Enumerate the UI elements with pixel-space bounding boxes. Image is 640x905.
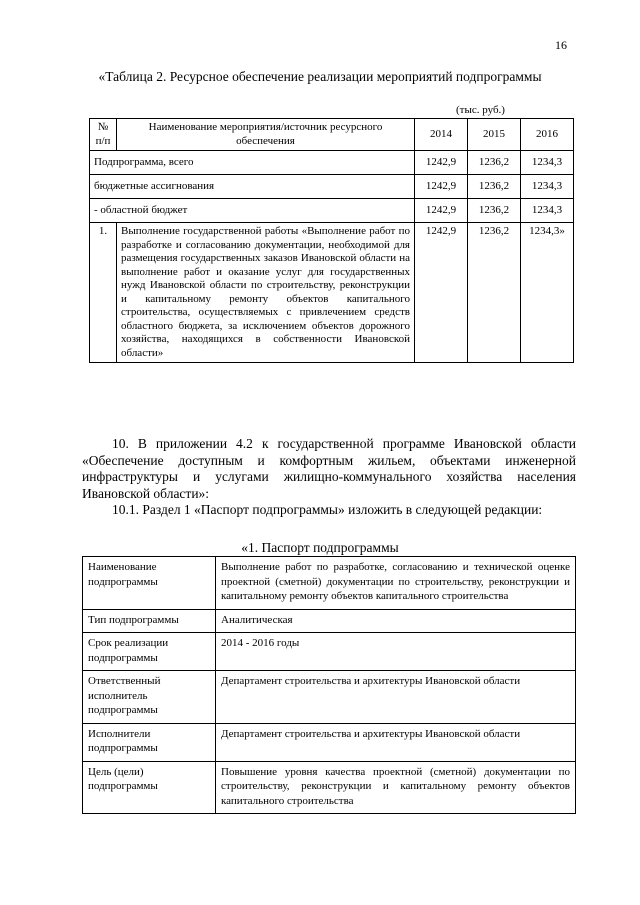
resource-table [89,118,574,363]
table-row [83,671,576,724]
row-2014: 1242,9 [415,151,468,175]
row-2015: 1236,2 [468,175,521,199]
table-row [83,723,576,761]
header-name: Наименование мероприятия/источник ресурсного обеспечения [117,119,415,151]
passport-label: Исполнители подпрограммы [83,723,216,761]
passport-label: Тип подпрограммы [83,609,216,633]
table-row [83,609,576,633]
header-2014: 2014 [415,119,468,151]
row-name: Выполнение государственной работы «Выполнение работ по разработке и согласованию документации, необходимой для размещения государственных заказов Ивановской области на выполнение работ и оказание услуг для государственных нужд Ивановской области по строительству, реконструкции и капитальному ремонту объектов капитального строительства, осуществляемых с привлечением средств областного бюджета, за исключением объектов дорожного хозяйства, находящихся в собственности Ивановской области» [117,223,415,363]
passport-value: Повышение уровня качества проектной (сметной) документации по строительству, реконструкции и капитальному ремонту объектов капитального строительства [216,761,576,814]
table2-title: «Таблица 2. Ресурсное обеспечение реализации мероприятий подпрограммы [98,69,542,84]
passport-value: 2014 - 2016 годы [216,633,576,671]
page-number: 16 [555,38,567,52]
table-row [90,223,574,363]
row-2015: 1236,2 [468,151,521,175]
passport-label: Наименование подпрограммы [83,557,216,610]
row-name: - областной бюджет [90,199,415,223]
passport-label: Цель (цели) подпрограммы [83,761,216,814]
row-num: 1. [90,223,117,363]
row-2014: 1242,9 [415,199,468,223]
header-num: № п/п [90,119,117,151]
row-2016: 1234,3 [521,175,574,199]
header-2016: 2016 [521,119,574,151]
row-name: бюджетные ассигнования [90,175,415,199]
table-row [90,151,574,175]
row-2014: 1242,9 [415,175,468,199]
row-2016: 1234,3» [521,223,574,363]
table2-units: (тыс. руб.) [456,104,505,116]
table-row [83,761,576,814]
row-2014: 1242,9 [415,223,468,363]
paragraph-10-1: 10.1. Раздел 1 «Паспорт подпрограммы» изложить в следующей редакции: [112,502,543,517]
row-name: Подпрограмма, всего [90,151,415,175]
table-row [83,633,576,671]
table-row [90,199,574,223]
passport-table [82,556,576,814]
paragraph-10: 10. В приложении 4.2 к государственной программе Ивановской области «Обеспечение доступным и комфортным жильем, объектами инженерной инфраструктуры и услугами жилищно-коммунального хозяйства населения Ивановской области»: [82,436,576,501]
passport-label: Срок реализации подпрограммы [83,633,216,671]
passport-title: «1. Паспорт подпрограммы [241,540,399,555]
passport-value: Аналитическая [216,609,576,633]
row-2016: 1234,3 [521,151,574,175]
passport-value: Департамент строительства и архитектуры Ивановской области [216,671,576,724]
header-2015: 2015 [468,119,521,151]
table-row [90,175,574,199]
row-2015: 1236,2 [468,223,521,363]
table-header-row [90,119,574,151]
row-2015: 1236,2 [468,199,521,223]
passport-value: Департамент строительства и архитектуры Ивановской области [216,723,576,761]
passport-label: Ответственный исполнитель подпрограммы [83,671,216,724]
passport-value: Выполнение работ по разработке, согласованию и технической оценке проектной (сметной) документации по строительству, реконструкции и капитальному ремонту объектов капитального строительства [216,557,576,610]
row-2016: 1234,3 [521,199,574,223]
table-row [83,557,576,610]
